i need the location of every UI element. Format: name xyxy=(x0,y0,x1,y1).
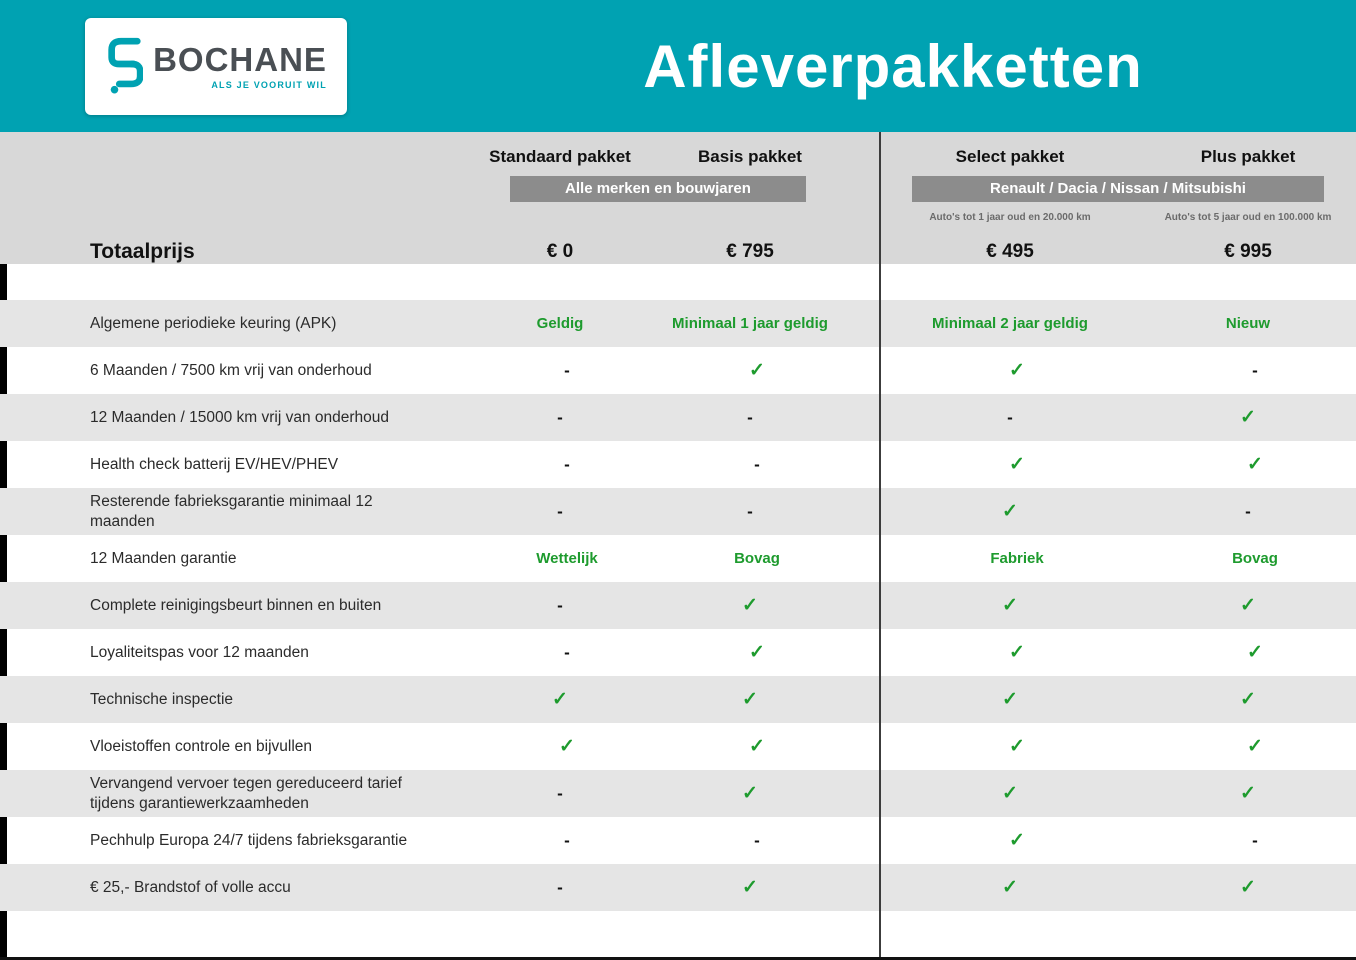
check-icon: ✓ xyxy=(1009,830,1025,851)
row-label: Loyaliteitspas voor 12 maanden xyxy=(90,643,309,661)
group-badge-renault-dacia-nissan-mitsubishi: Renault / Dacia / Nissan / Mitsubishi xyxy=(912,176,1324,202)
row-label: Technische inspectie xyxy=(90,690,234,708)
value-text: Bovag xyxy=(1232,550,1278,567)
check-icon: ✓ xyxy=(1009,360,1025,381)
row-label: 12 Maanden / 15000 km vrij van onderhoud xyxy=(90,408,390,426)
total-price-plus: € 995 xyxy=(1224,241,1272,262)
dash-mark: - xyxy=(564,360,570,380)
check-icon: ✓ xyxy=(1002,877,1018,898)
dash-mark: - xyxy=(557,407,563,427)
column-notes-row xyxy=(0,208,1356,226)
check-icon: ✓ xyxy=(1009,454,1025,475)
table-row xyxy=(0,441,1356,488)
row-label: Resterende fabrieksgarantie minimaal 12 maanden xyxy=(90,493,373,530)
value-text: Wettelijk xyxy=(536,550,598,567)
total-price-select: € 495 xyxy=(986,241,1034,262)
brand-block xyxy=(153,40,327,90)
top-banner xyxy=(0,0,1356,132)
group-badges-row xyxy=(0,176,1356,202)
dash-mark: - xyxy=(557,783,563,803)
check-icon: ✓ xyxy=(1002,783,1018,804)
bochane-logo xyxy=(85,18,347,115)
column-header-standaard: Standaard pakket xyxy=(489,147,631,166)
check-icon: ✓ xyxy=(1002,501,1018,522)
bottom-filler-row xyxy=(0,911,1356,960)
check-icon: ✓ xyxy=(1240,877,1256,898)
value-text: Nieuw xyxy=(1225,315,1271,332)
table-row xyxy=(0,300,1356,347)
check-icon: ✓ xyxy=(1002,595,1018,616)
select-pakket-note: Auto's tot 1 jaar oud en 20.000 km xyxy=(929,211,1091,223)
check-icon: ✓ xyxy=(1009,736,1025,757)
dash-mark: - xyxy=(557,877,563,897)
check-icon: ✓ xyxy=(742,595,758,616)
dash-mark: - xyxy=(557,501,563,521)
value-text: Fabriek xyxy=(990,550,1044,567)
brand-tagline: ALS JE VOORUIT WIL xyxy=(211,79,327,90)
row-label: 12 Maanden garantie xyxy=(90,549,237,567)
check-icon: ✓ xyxy=(552,689,568,710)
row-label: € 25,- Brandstof of volle accu xyxy=(90,878,291,896)
check-icon: ✓ xyxy=(1240,595,1256,616)
dash-mark: - xyxy=(1007,407,1013,427)
check-icon: ✓ xyxy=(1247,642,1263,663)
bochane-brand-icon xyxy=(105,33,143,100)
check-icon: ✓ xyxy=(1240,689,1256,710)
table-row xyxy=(0,582,1356,629)
dash-mark: - xyxy=(564,454,570,474)
dash-mark: - xyxy=(564,830,570,850)
dash-mark: - xyxy=(557,595,563,615)
row-label: Health check batterij EV/HEV/PHEV xyxy=(90,455,339,473)
table-row xyxy=(0,723,1356,770)
dash-mark: - xyxy=(1245,501,1251,521)
table-row xyxy=(0,676,1356,723)
plus-pakket-note: Auto's tot 5 jaar oud en 100.000 km xyxy=(1164,211,1332,223)
top-filler-row xyxy=(0,264,1356,300)
brand-name: BOCHANE xyxy=(153,40,327,78)
check-icon: ✓ xyxy=(1240,783,1256,804)
row-label: Complete reinigingsbeurt binnen en buiten xyxy=(90,596,382,614)
total-price-label: Totaalprijs xyxy=(90,240,195,263)
check-icon: ✓ xyxy=(559,736,575,757)
dash-mark: - xyxy=(754,454,760,474)
dash-mark: - xyxy=(754,830,760,850)
package-group-divider xyxy=(879,132,881,957)
column-header-select: Select pakket xyxy=(955,147,1065,166)
column-header-basis: Basis pakket xyxy=(698,147,802,166)
check-icon: ✓ xyxy=(749,360,765,381)
dash-mark: - xyxy=(1252,830,1258,850)
table-row xyxy=(0,817,1356,864)
table-row xyxy=(0,394,1356,441)
table-row xyxy=(0,488,1356,535)
check-icon: ✓ xyxy=(1009,642,1025,663)
row-label: Vervangend vervoer tegen gereduceerd tarief tijdens garantiewerkzaamheden xyxy=(90,775,402,812)
table-row xyxy=(0,770,1356,817)
page-title: Afleverpakketten xyxy=(643,32,1143,100)
value-text: Minimaal 1 jaar geldig xyxy=(672,315,828,332)
row-label: 6 Maanden / 7500 km vrij van onderhoud xyxy=(90,361,372,379)
check-icon: ✓ xyxy=(1240,407,1256,428)
check-icon: ✓ xyxy=(1247,736,1263,757)
table-header-band xyxy=(0,132,1356,264)
group-badge-all-brands: Alle merken en bouwjaren xyxy=(510,176,806,202)
table-row xyxy=(0,347,1356,394)
check-icon: ✓ xyxy=(749,736,765,757)
row-label: Pechhulp Europa 24/7 tijdens fabrieksgarantie xyxy=(90,831,408,849)
check-icon: ✓ xyxy=(1247,454,1263,475)
check-icon: ✓ xyxy=(742,783,758,804)
check-icon: ✓ xyxy=(749,642,765,663)
check-icon: ✓ xyxy=(742,877,758,898)
value-text: Geldig xyxy=(536,315,584,332)
row-label: Algemene periodieke keuring (APK) xyxy=(90,314,337,332)
column-header-plus: Plus pakket xyxy=(1200,147,1296,166)
total-price-standaard: € 0 xyxy=(546,241,574,262)
table-row xyxy=(0,629,1356,676)
table-body xyxy=(0,300,1356,911)
value-text: Bovag xyxy=(734,550,780,567)
check-icon: ✓ xyxy=(1002,689,1018,710)
row-label: Vloeistoffen controle en bijvullen xyxy=(90,737,313,755)
check-icon: ✓ xyxy=(742,689,758,710)
dash-mark: - xyxy=(1252,360,1258,380)
table-row xyxy=(0,864,1356,911)
dash-mark: - xyxy=(564,642,570,662)
dash-mark: - xyxy=(747,407,753,427)
total-price-basis: € 795 xyxy=(726,241,774,262)
table-row xyxy=(0,535,1356,582)
column-headers xyxy=(0,147,1356,167)
dash-mark: - xyxy=(747,501,753,521)
value-text: Minimaal 2 jaar geldig xyxy=(932,315,1088,332)
